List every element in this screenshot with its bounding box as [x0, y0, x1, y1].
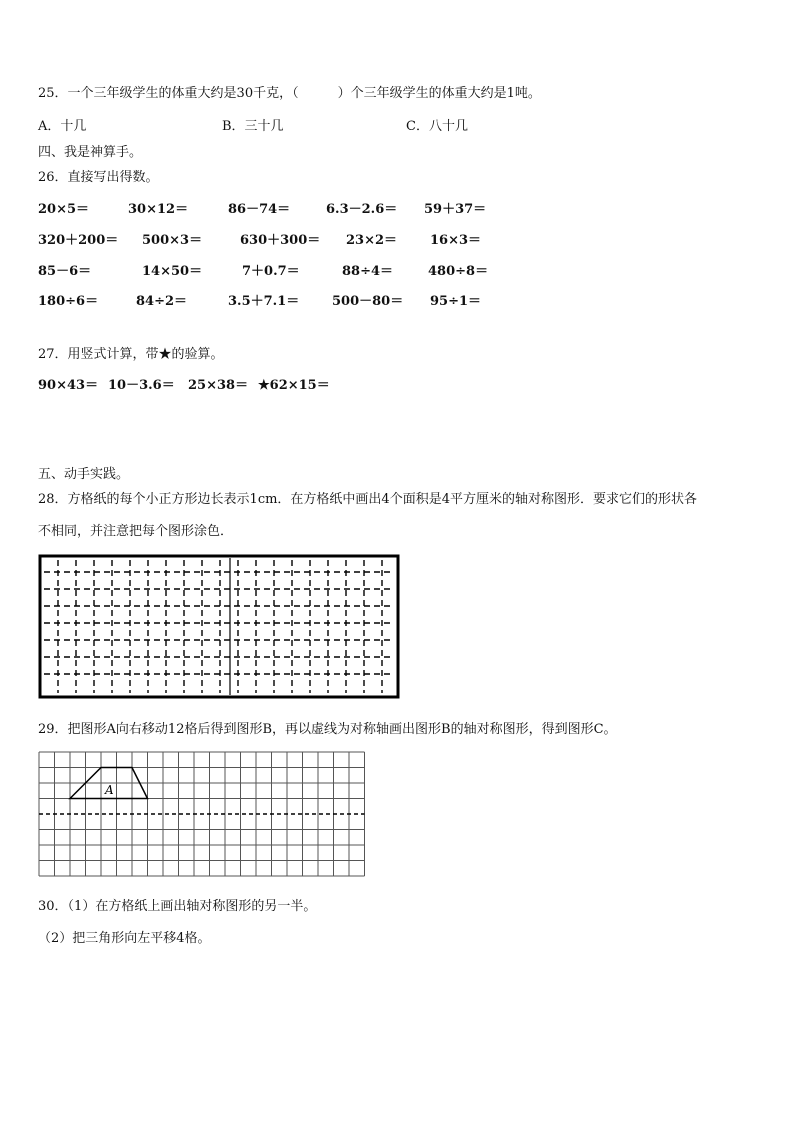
calc-item: 85－6＝: [38, 264, 92, 279]
calc-item: 500×3＝: [142, 233, 203, 248]
calc-item: 500－80＝: [332, 294, 404, 309]
question-27-title: 27．用竖式计算，带★的验算。: [38, 347, 224, 362]
calc-item: 16×3＝: [430, 233, 482, 248]
question-28-line-2: 不相同，并注意把每个图形涂色．: [38, 524, 234, 539]
calc-item: 23×2＝: [346, 233, 398, 248]
calc-item: 630＋300＝: [240, 233, 321, 248]
q25-option-c: C．八十几: [406, 119, 468, 134]
q28-grid-paper: [38, 554, 400, 699]
calc-item: 320＋200＝: [38, 233, 119, 248]
calc-item: 480÷8＝: [428, 264, 489, 279]
calc-item: 86－74＝: [228, 202, 291, 217]
vertical-calc-item: 25×38＝: [188, 378, 249, 393]
section-4-title: 四、我是神算手。: [38, 145, 143, 160]
vertical-calc-item: 10－3.6＝: [108, 378, 175, 393]
vertical-calc-item: 90×43＝: [38, 378, 99, 393]
question-28-line-1: 28．方格纸的每个小正方形边长表示1cm．在方格纸中画出4个面积是4平方厘米的轴对称图形．要求它们的形状各: [38, 492, 697, 507]
calc-item: 30×12＝: [128, 202, 189, 217]
vertical-calc-item: ★62×15＝: [258, 378, 330, 393]
calc-item: 7＋0.7＝: [242, 264, 300, 279]
question-30-part-1: 30．（1）在方格纸上画出轴对称图形的另一半。: [38, 899, 317, 914]
calc-item: 20×5＝: [38, 202, 90, 217]
calc-item: 6.3－2.6＝: [326, 202, 398, 217]
section-5-title: 五、动手实践。: [38, 467, 130, 482]
question-29-text: 29．把图形A向右移动12格后得到图形B，再以虚线为对称轴画出图形B的轴对称图形，得到图形C。: [38, 722, 617, 737]
q25-option-a: A．十几: [38, 119, 87, 134]
q29-grid-paper: [38, 751, 368, 878]
shape-a-label: A: [105, 783, 114, 797]
calc-item: 3.5＋7.1＝: [228, 294, 300, 309]
question-26-title: 26．直接写出得数。: [38, 170, 159, 185]
calc-item: 88÷4＝: [342, 264, 394, 279]
calc-item: 180÷6＝: [38, 294, 99, 309]
q25-option-b: B．三十几: [222, 119, 284, 134]
question-30-part-2: （2）把三角形向左平移4格。: [38, 931, 211, 946]
calc-item: 59＋37＝: [424, 202, 487, 217]
question-25-text: 25．一个三年级学生的体重大约是30千克，（ ）个三年级学生的体重大约是1吨。: [38, 86, 541, 101]
calc-item: 84÷2＝: [136, 294, 188, 309]
calc-item: 95÷1＝: [430, 294, 482, 309]
calc-item: 14×50＝: [142, 264, 203, 279]
